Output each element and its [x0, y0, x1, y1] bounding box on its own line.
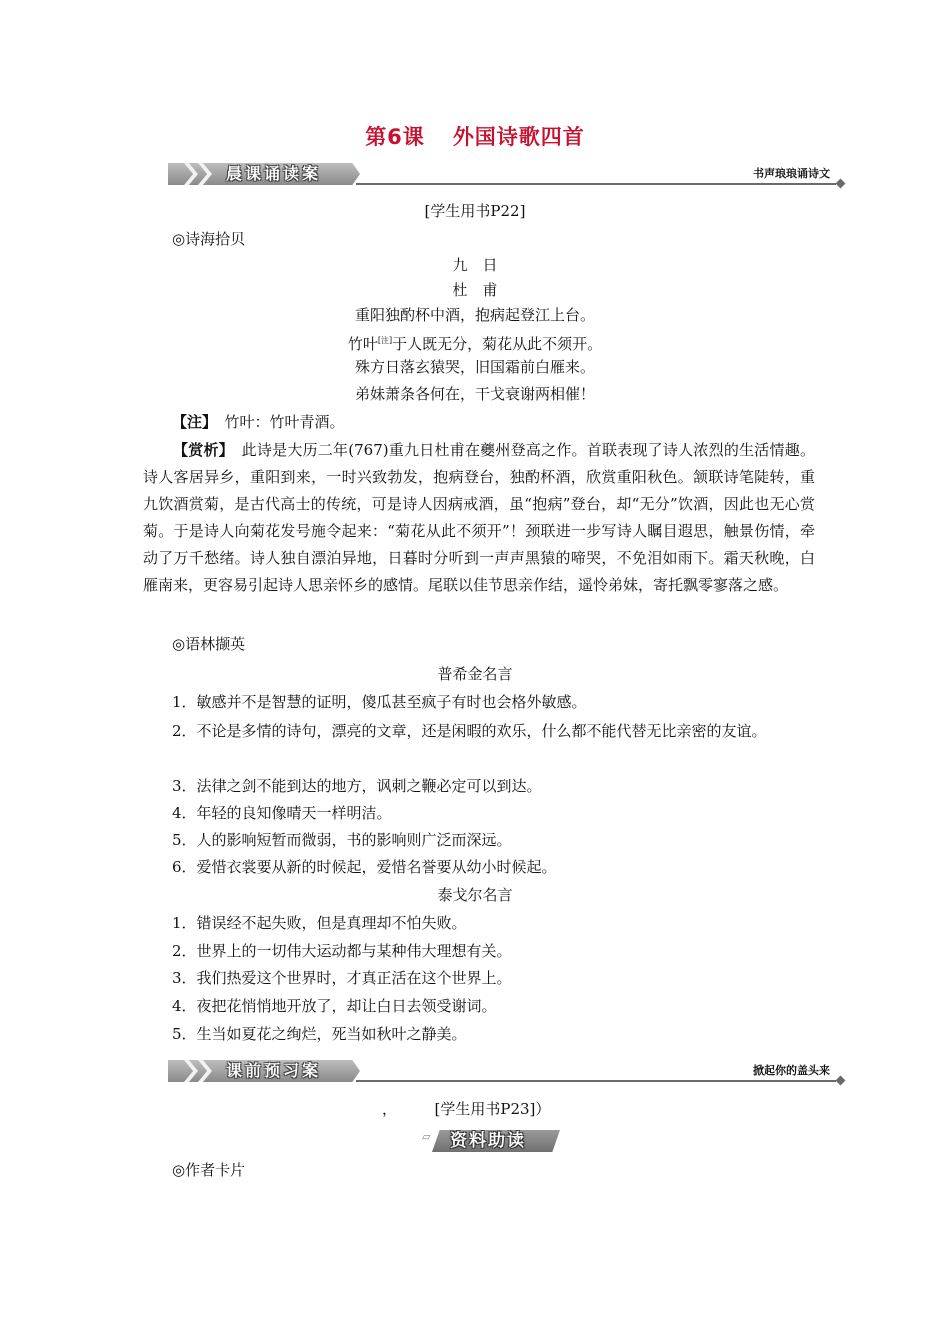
note-text: 竹叶：竹叶青酒。	[209, 413, 345, 431]
poem-line: 弟妹萧条各何在，干戈衰谢两相催！	[354, 385, 595, 403]
banner-tagline: 掀起你的盖头来	[753, 1064, 830, 1077]
quote-item: 5．人的影响短暂而微弱，书的影响则广泛而深远。	[172, 831, 512, 849]
student-book-ref: [学生用书P22]	[424, 202, 526, 220]
section-heading-shihai: ◎诗海拾贝	[172, 230, 246, 248]
quote-item: 1．敏感并不是智慧的证明，傻瓜甚至疯子有时也会格外敏感。	[172, 693, 587, 711]
quote-item: 4．夜把花悄悄地开放了，却让白日去领受谢词。	[172, 997, 497, 1015]
badge-label: 资料助读	[450, 1131, 526, 1151]
decoration-icon: ▱	[422, 1130, 431, 1143]
banner-rule	[356, 1080, 836, 1082]
section-banner-morning-reading	[168, 159, 844, 191]
poem-note	[172, 412, 345, 432]
banner-label: 课前预习案	[226, 1061, 322, 1080]
lesson-number: 第6课	[365, 125, 425, 149]
quotes-heading-pushkin: 普希金名言	[437, 665, 513, 683]
quote-item: 3．法律之剑不能到达的地方，讽刺之鞭必定可以到达。	[172, 777, 542, 795]
banner-label: 晨课诵读案	[226, 164, 322, 183]
material-reading-badge	[422, 1128, 562, 1154]
poem-line	[0, 331, 950, 354]
poem-line: 重阳独酌杯中酒，抱病起登江上台。	[354, 306, 595, 324]
section-heading-yulin: ◎语林撷英	[172, 635, 246, 653]
section-banner-preview	[168, 1056, 844, 1088]
banner-rule	[356, 183, 836, 185]
quote-item: 2．不论是多情的诗句，漂亮的文章，还是闲暇的欢乐，什么都不能代替无比亲密的友谊。	[172, 722, 767, 740]
appreciation-text: 此诗是大历二年(767)重九日杜甫在夔州登高之作。首联表现了诗人浓烈的生活情趣。诗人客居异乡，重阳到来，一时兴致勃发，抱病登台，独酌杯酒，欣赏重阳秋色。颔联诗笔陡转，重九饮酒赏菊，是古代高士的传统，可是诗人因病戒酒，虽“抱病”登台，却“无分”饮酒，因此也无心赏菊。于是诗人向菊花发号施令起来：“菊花从此不须开”！颈联进一步写诗人瞩目遐思，触景伤情，牵动了万千愁绪。诗人独自漂泊异地，日暮时分听到一声声黑猿的啼哭，不免泪如雨下。霜天秋晚，白雁南来，更容易引起诗人思亲怀乡的感情。尾联以佳节思亲作结，遥怜弟妹，寄托飘零寥落之感。	[143, 441, 815, 594]
quote-item: 2．世界上的一切伟大运动都与某种伟大理想有关。	[172, 942, 512, 960]
appreciation-tag: 【赏析】	[173, 441, 227, 459]
quote-item: 1．错误经不起失败，但是真理却不怕失败。	[172, 914, 467, 932]
banner-tagline: 书声琅琅诵诗文	[753, 167, 830, 180]
poem-author: 杜 甫	[452, 281, 498, 299]
appreciation-paragraph	[143, 437, 815, 599]
quote-item: 6．爱惜衣裳要从新的时候起，爱惜名誉要从幼小时候起。	[172, 858, 557, 876]
poem-line: 殊方日落玄猿哭，旧国霜前白雁来。	[354, 358, 595, 376]
quote-item: 5．生当如夏花之绚烂，死当如秋叶之静美。	[172, 1025, 467, 1043]
lesson-name: 外国诗歌四首	[452, 125, 585, 149]
poem-title: 九 日	[452, 256, 498, 274]
footnote-marker: [注]	[377, 336, 393, 345]
poem-line-part: 竹叶	[347, 335, 378, 353]
lesson-title	[0, 121, 950, 151]
section-heading-author: ◎作者卡片	[172, 1161, 246, 1179]
poem-line-part: 于人既无分，菊花从此不须开。	[392, 335, 603, 353]
diamond-icon	[836, 179, 846, 189]
student-book-ref: ， [学生用书P23]）	[382, 1100, 551, 1118]
quote-item: 4．年轻的良知像晴天一样明洁。	[172, 804, 392, 822]
note-tag: 【注】	[172, 413, 210, 431]
quotes-heading-tagore: 泰戈尔名言	[437, 886, 513, 904]
diamond-icon	[836, 1076, 846, 1086]
quote-item: 3．我们热爱这个世界时，才真正活在这个世界上。	[172, 969, 512, 987]
